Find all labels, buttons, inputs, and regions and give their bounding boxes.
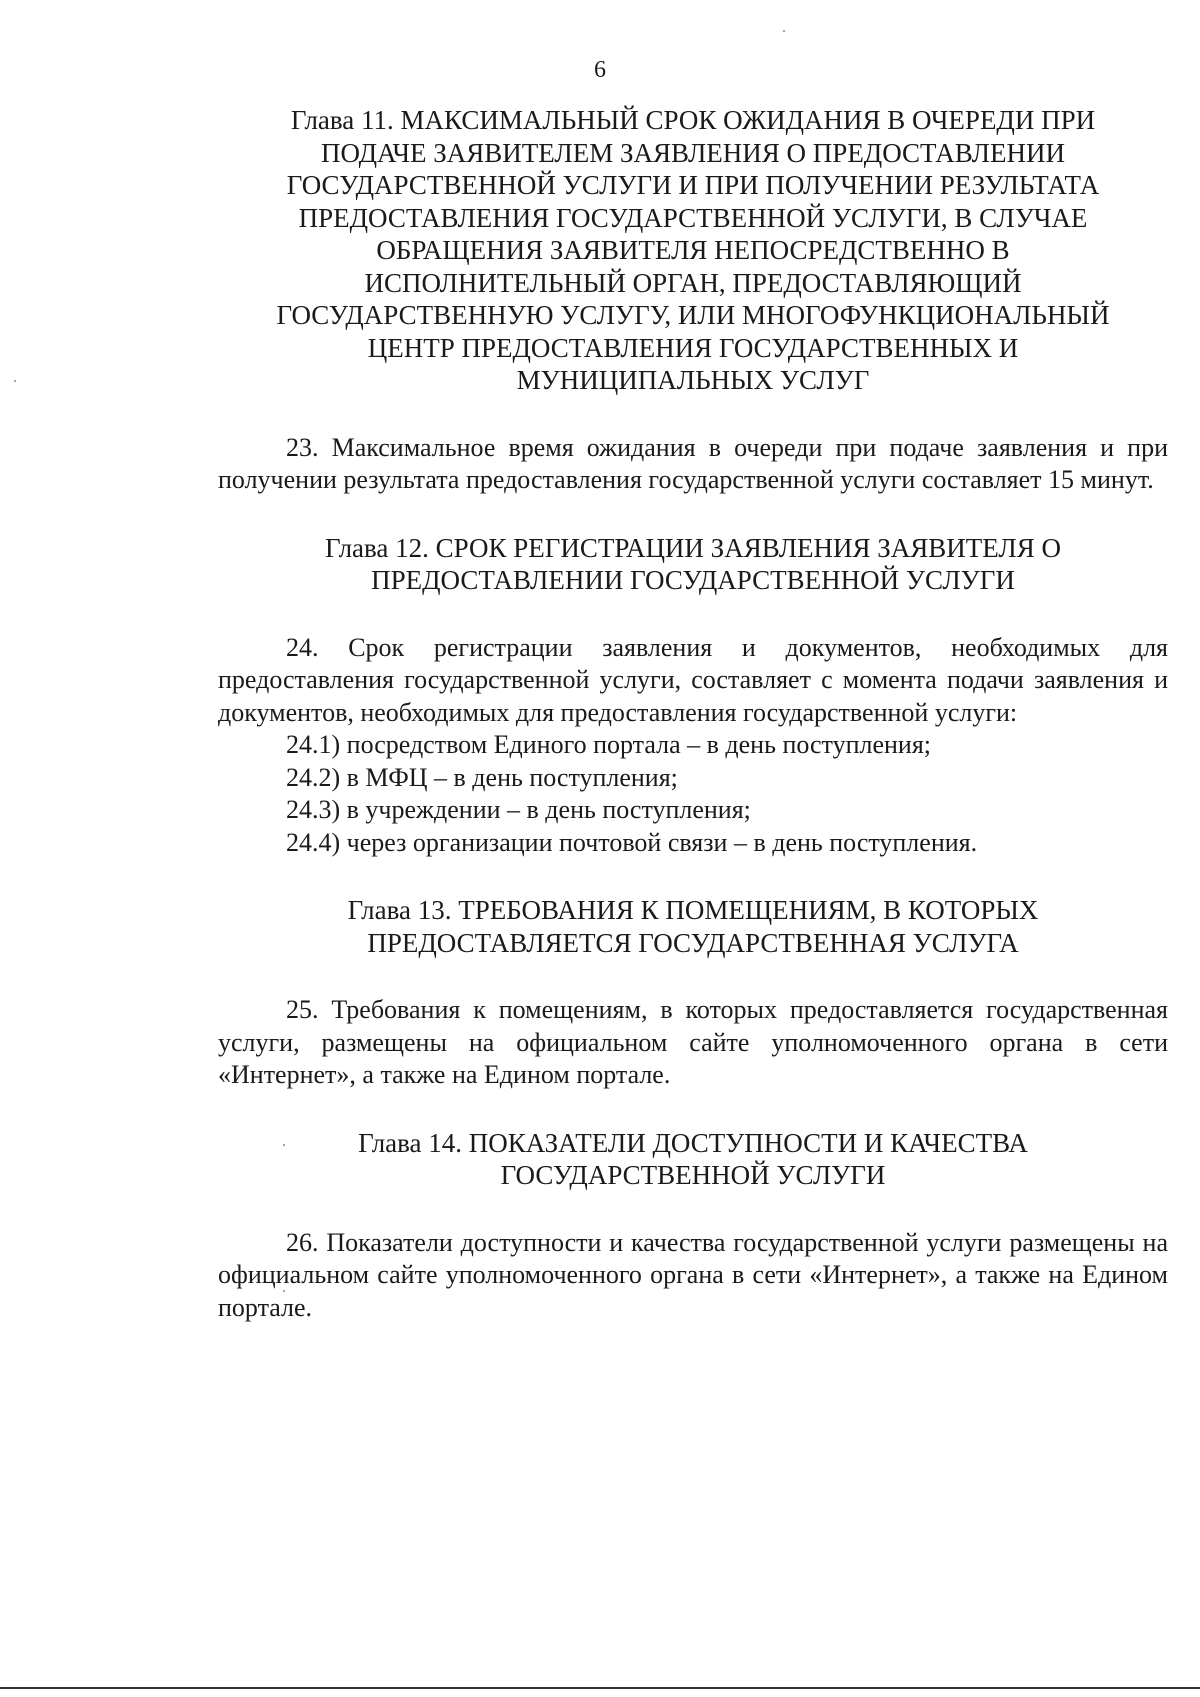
heading-line: ПРЕДОСТАВЛЕНИИ ГОСУДАРСТВЕННОЙ УСЛУГИ (371, 565, 1015, 595)
heading-line: ГОСУДАРСТВЕННОЙ УСЛУГИ (500, 1160, 886, 1190)
heading-line: МУНИЦИПАЛЬНЫХ УСЛУГ (516, 365, 870, 395)
document-body (218, 104, 1168, 1324)
heading-line: Глава 14. ПОКАЗАТЕЛИ ДОСТУПНОСТИ И КАЧЕСТВА (358, 1127, 1028, 1158)
list-item-24-1: 24.1) посредством Единого портала – в день поступления; (286, 730, 932, 759)
chapter-13-heading (218, 894, 1168, 959)
list-item-24-2: 24.2) в МФЦ – в день поступления; (286, 762, 678, 792)
chapter-14-heading (218, 1127, 1168, 1192)
scan-speck (14, 380, 16, 382)
list-item-24-4: 24.4) через организации почтовой связи – в день поступления. (286, 827, 978, 857)
scan-speck (283, 1290, 285, 1292)
heading-line: Глава 12. СРОК РЕГИСТРАЦИИ ЗАЯВЛЕНИЯ ЗАЯВИТЕЛЯ О (324, 532, 1061, 563)
paragraph-24: 24. Срок регистрации заявления и документов, необходимых для предоставления государственной услуги, составляет с момента подачи заявления и документов, необходимых для предоставления государственной услуги: (218, 632, 1168, 727)
chapter-12-heading (218, 532, 1168, 597)
heading-line: ГОСУДАРСТВЕННУЮ УСЛУГУ, ИЛИ МНОГОФУНКЦИОНАЛЬНЫЙ (276, 300, 1110, 330)
list-item-24-3: 24.3) в учреждении – в день поступления; (286, 795, 751, 824)
heading-line: ЦЕНТР ПРЕДОСТАВЛЕНИЯ ГОСУДАРСТВЕННЫХ И (367, 332, 1019, 363)
heading-line: ПОДАЧЕ ЗАЯВИТЕЛЕМ ЗАЯВЛЕНИЯ О ПРЕДОСТАВЛЕНИИ (320, 137, 1065, 168)
heading-line: ОБРАЩЕНИЯ ЗАЯВИТЕЛЯ НЕПОСРЕДСТВЕННО В (376, 235, 1010, 265)
heading-line: ИСПОЛНИТЕЛЬНЫЙ ОРГАН, ПРЕДОСТАВЛЯЮЩИЙ (364, 267, 1022, 298)
heading-line: ПРЕДОСТАВЛЯЕТСЯ ГОСУДАРСТВЕННАЯ УСЛУГА (367, 927, 1019, 958)
heading-line: ГОСУДАРСТВЕННОЙ УСЛУГИ И ПРИ ПОЛУЧЕНИИ РЕЗУЛЬТАТА (286, 170, 1100, 200)
heading-line: Глава 11. МАКСИМАЛЬНЫЙ СРОК ОЖИДАНИЯ В ОЧЕРЕДИ ПРИ (290, 105, 1096, 135)
page-number: 6 (594, 57, 606, 83)
chapter-11-heading (218, 104, 1168, 397)
paragraph-25: 25. Требования к помещениям, в которых предоставляется государственная услуги, размещены на официальном сайте уполномоченного органа в сети «Интернет», а также на Едином портале. (218, 995, 1168, 1089)
paragraph-26: 26. Показатели доступности и качества государственной услуги размещены на официальном сайте уполномоченного органа в сети «Интернет», а также на Едином портале. (218, 1227, 1168, 1322)
scan-speck (783, 30, 785, 32)
heading-line: ПРЕДОСТАВЛЕНИЯ ГОСУДАРСТВЕННОЙ УСЛУГИ, В СЛУЧАЕ (298, 202, 1088, 233)
scan-speck (283, 1144, 285, 1146)
scan-edge-line (0, 1687, 1200, 1689)
heading-line: Глава 13. ТРЕБОВАНИЯ К ПОМЕЩЕНИЯМ, В КОТОРЫХ (347, 895, 1039, 925)
paragraph-23: 23. Максимальное время ожидания в очереди при подаче заявления и при получении результата предоставления государственной услуги составляет 15 минут. (218, 432, 1168, 494)
